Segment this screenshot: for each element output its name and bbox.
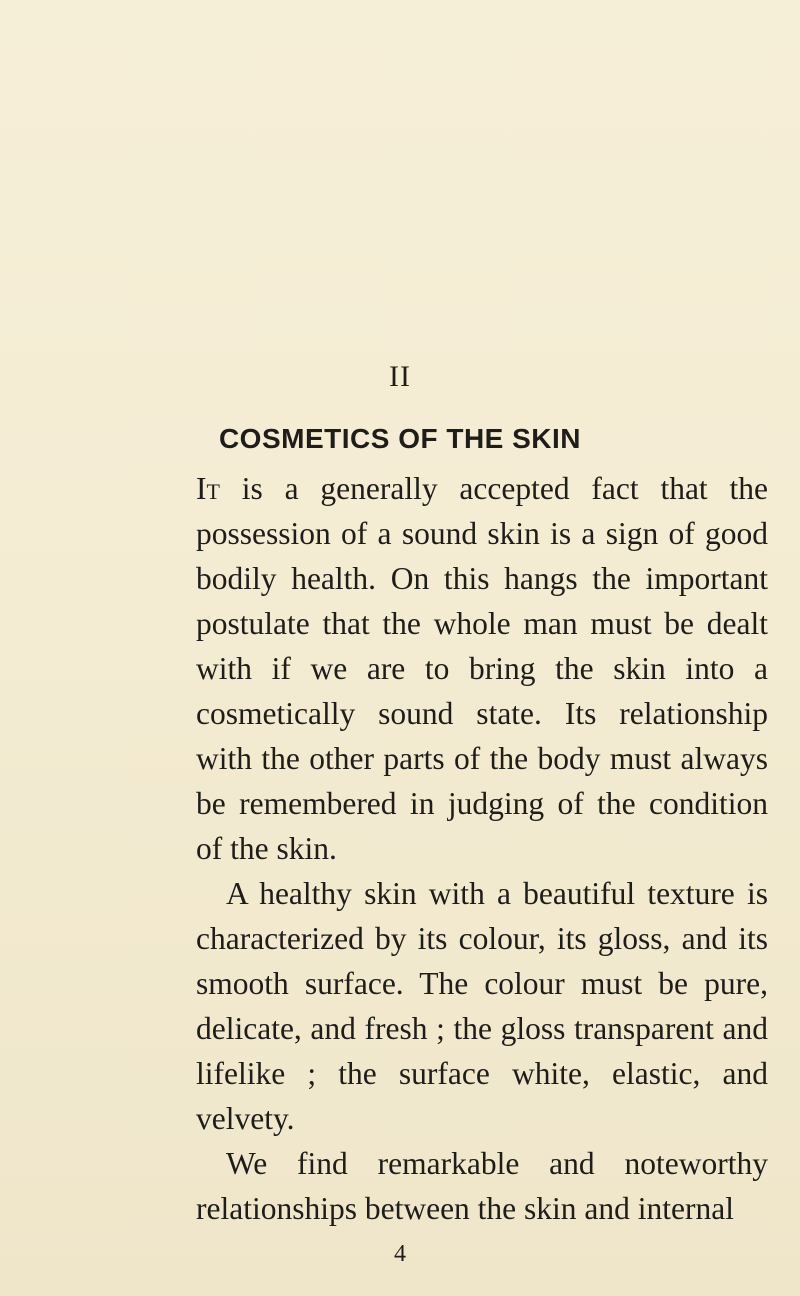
chapter-number: II (389, 360, 411, 393)
paragraph-text: is a generally accepted fact that the possession of a sound skin is a sign of good bodily health. On this hangs the important postulate that the whole man must be dealt with if we are to bring the skin into a cosmetically sound state. Its relationship with the other parts of the body must always be remembered in judging of the condition of the skin. (196, 471, 768, 866)
paragraph-lead-word: It (196, 471, 220, 506)
body-text (196, 466, 768, 1231)
chapter-title: COSMETICS OF THE SKIN (218, 423, 582, 454)
paragraph (196, 466, 768, 871)
paragraph: A healthy skin with a beautiful texture is characterized by its colour, its gloss, and its smooth surface. The colour must be pure, delicate, and fresh ; the gloss transparent and lifelike ; the surface white, elastic, and velvety. (196, 876, 768, 1136)
page-number: 4 (394, 1241, 406, 1267)
paragraph: We find remarkable and noteworthy relationships between the skin and internal (196, 1146, 768, 1226)
